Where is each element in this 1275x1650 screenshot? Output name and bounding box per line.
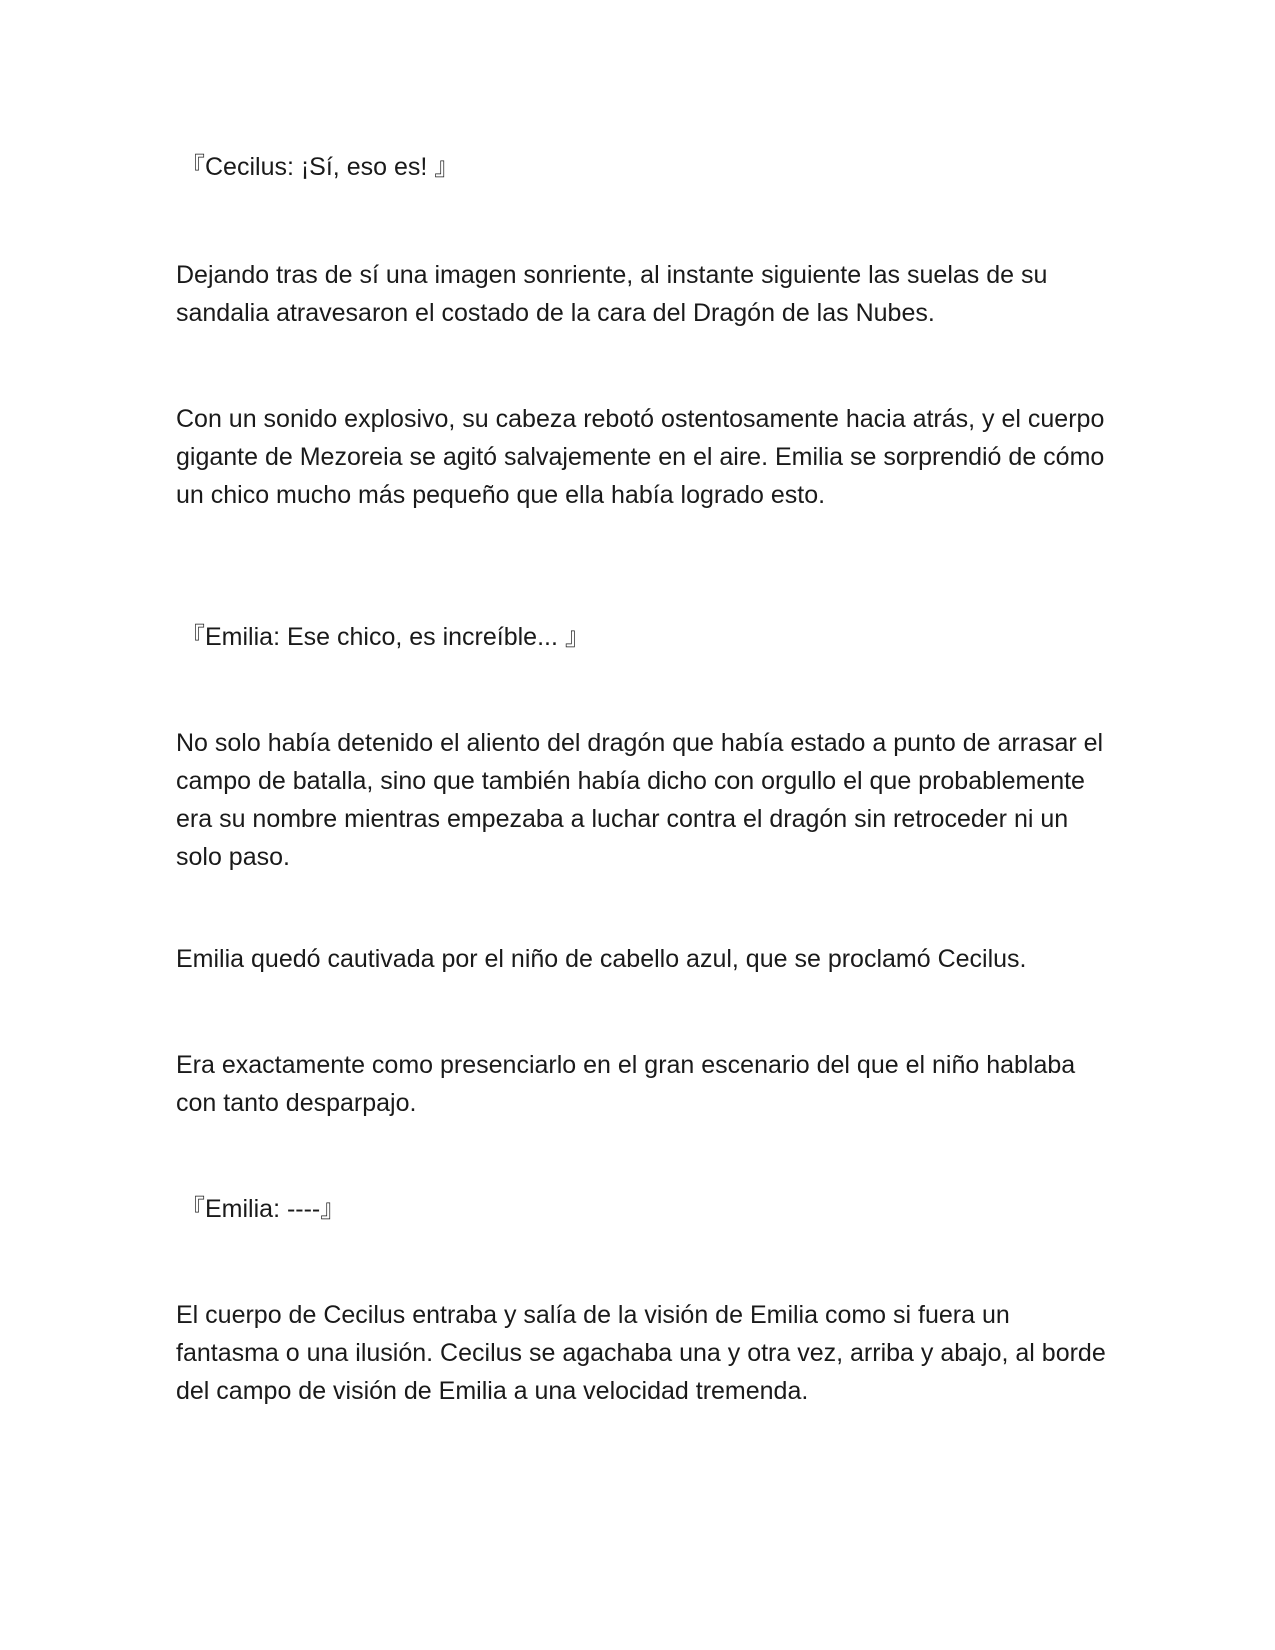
paragraph-phantom-movement: El cuerpo de Cecilus entraba y salía de la visión de Emilia como si fuera un fantasma o una ilusión. Cecilus se agachaba una y otra vez, arriba y abajo, al borde del campo de visión de Emilia a una velocidad tremenda. <box>176 1301 1106 1405</box>
paragraph-explosive-sound: Con un sonido explosivo, su cabeza rebotó ostentosamente hacia atrás, y el cuerpo gigante de Mezoreia se agitó salvajemente en el aire. Emilia se sorprendió de cómo un chico mucho más pequeño que ella había logrado esto. <box>176 405 1105 509</box>
dialogue-emilia-amazed: 『Emilia: Ese chico, es increíble... 』 <box>180 623 590 651</box>
paragraph-dragon-breath: No solo había detenido el aliento del dragón que había estado a punto de arrasar el campo de batalla, sino que también había dicho con orgullo el que probablemente era su nombre mientras empezaba a luchar contra el dragón sin retroceder ni un solo paso. <box>176 729 1104 871</box>
dialogue-emilia-silent: 『Emilia: ----』 <box>180 1195 346 1223</box>
paragraph-sandal-kick: Dejando tras de sí una imagen sonriente, al instante siguiente las suelas de su sandalia atravesaron el costado de la cara del Dragón de las Nubes. <box>176 261 1048 327</box>
paragraph-captivated: Emilia quedó cautivada por el niño de cabello azul, que se proclamó Cecilus. <box>176 945 1027 973</box>
dialogue-cecilus: 『Cecilus: ¡Sí, eso es! 』 <box>180 153 460 181</box>
paragraph-grand-stage: Era exactamente como presenciarlo en el gran escenario del que el niño hablaba con tanto desparpajo. <box>176 1051 1076 1117</box>
